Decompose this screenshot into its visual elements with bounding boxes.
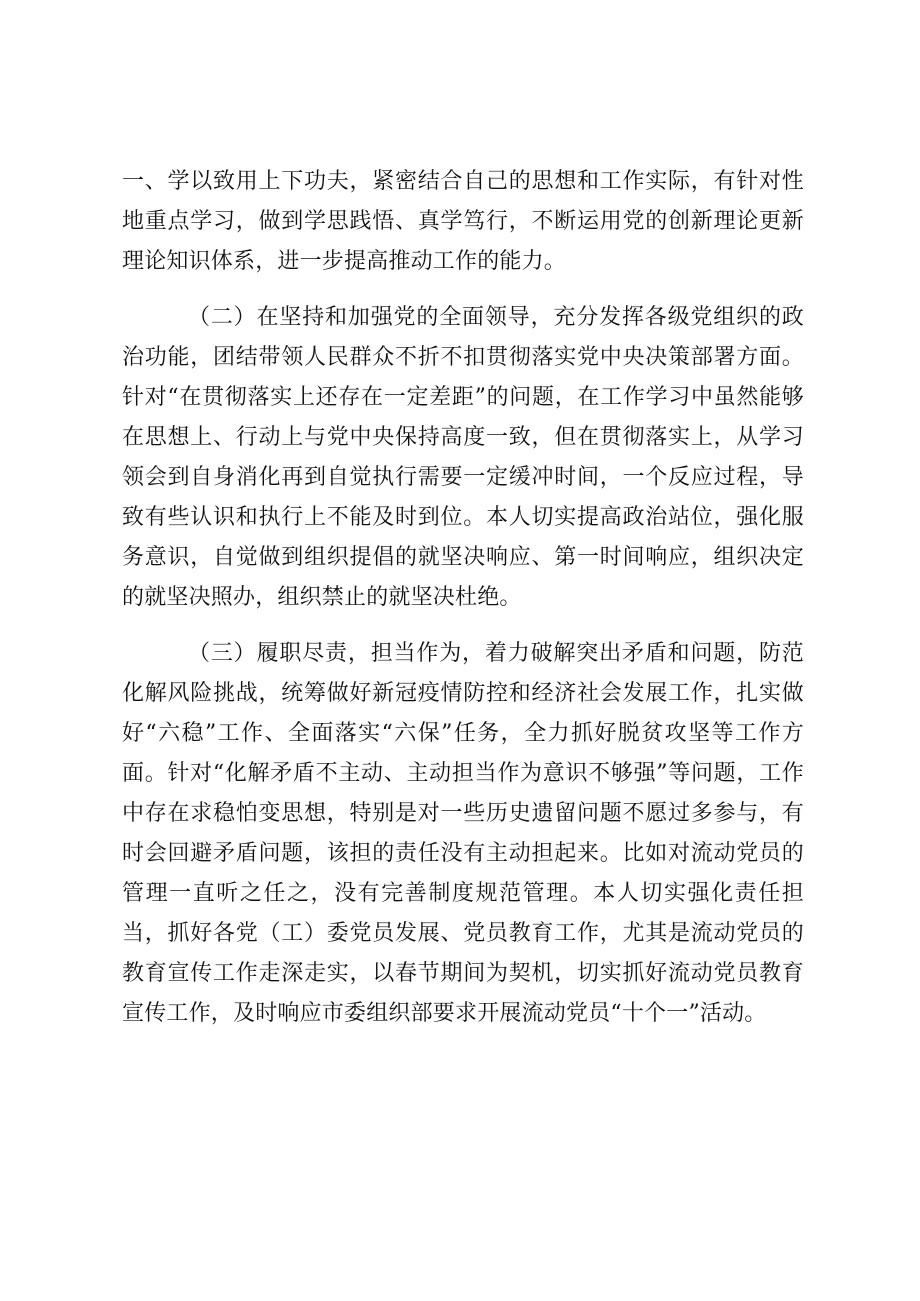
document-body xyxy=(122,162,804,1050)
paragraph-party-leadership: （二）在坚持和加强党的全面领导，充分发挥各级党组织的政治功能，团结带领人民群众不折不扣贯彻落实党中央决策部署方面。针对“在贯彻落实上还存在一定差距”的问题，在工作学习中虽然能够在思想上、行动上与党中央保持高度一致，但在贯彻落实上，从学习领会到自身消化再到自觉执行需要一定缓冲时间，一个反应过程，导致有些认识和执行上不能及时到位。本人切实提高政治站位，强化服务意识，自觉做到组织提倡的就坚决响应、第一时间响应，组织决定的就坚决照办，组织禁止的就坚决杜绝。 xyxy=(122,305,804,610)
paragraph-study-application: 一、学以致用上下功夫，紧密结合自己的思想和工作实际，有针对性地重点学习，做到学思践悟、真学笃行，不断运用党的创新理论更新理论知识体系，进一步提高推动工作的能力。 xyxy=(122,169,804,274)
paragraph-duty-responsibility: （三）履职尽责，担当作为，着力破解突出矛盾和问题，防范化解风险挑战，统筹做好新冠疫情防控和经济社会发展工作，扎实做好“六稳”工作、全面落实“六保”任务，全力抓好脱贫攻坚等工作方面。针对“化解矛盾不主动、主动担当作为意识不够强”等问题，工作中存在求稳怕变思想，特别是对一些历史遗留问题不愿过多参与，有时会回避矛盾问题，该担的责任没有主动担起来。比如对流动党员的管理一直听之任之，没有完善制度规范管理。本人切实强化责任担当，抓好各党（工）委党员发展、党员教育工作，尤其是流动党员的教育宣传工作走深走实，以春节期间为契机，切实抓好流动党员教育宣传工作，及时响应市委组织部要求开展流动党员“十个一”活动。 xyxy=(122,641,804,1026)
